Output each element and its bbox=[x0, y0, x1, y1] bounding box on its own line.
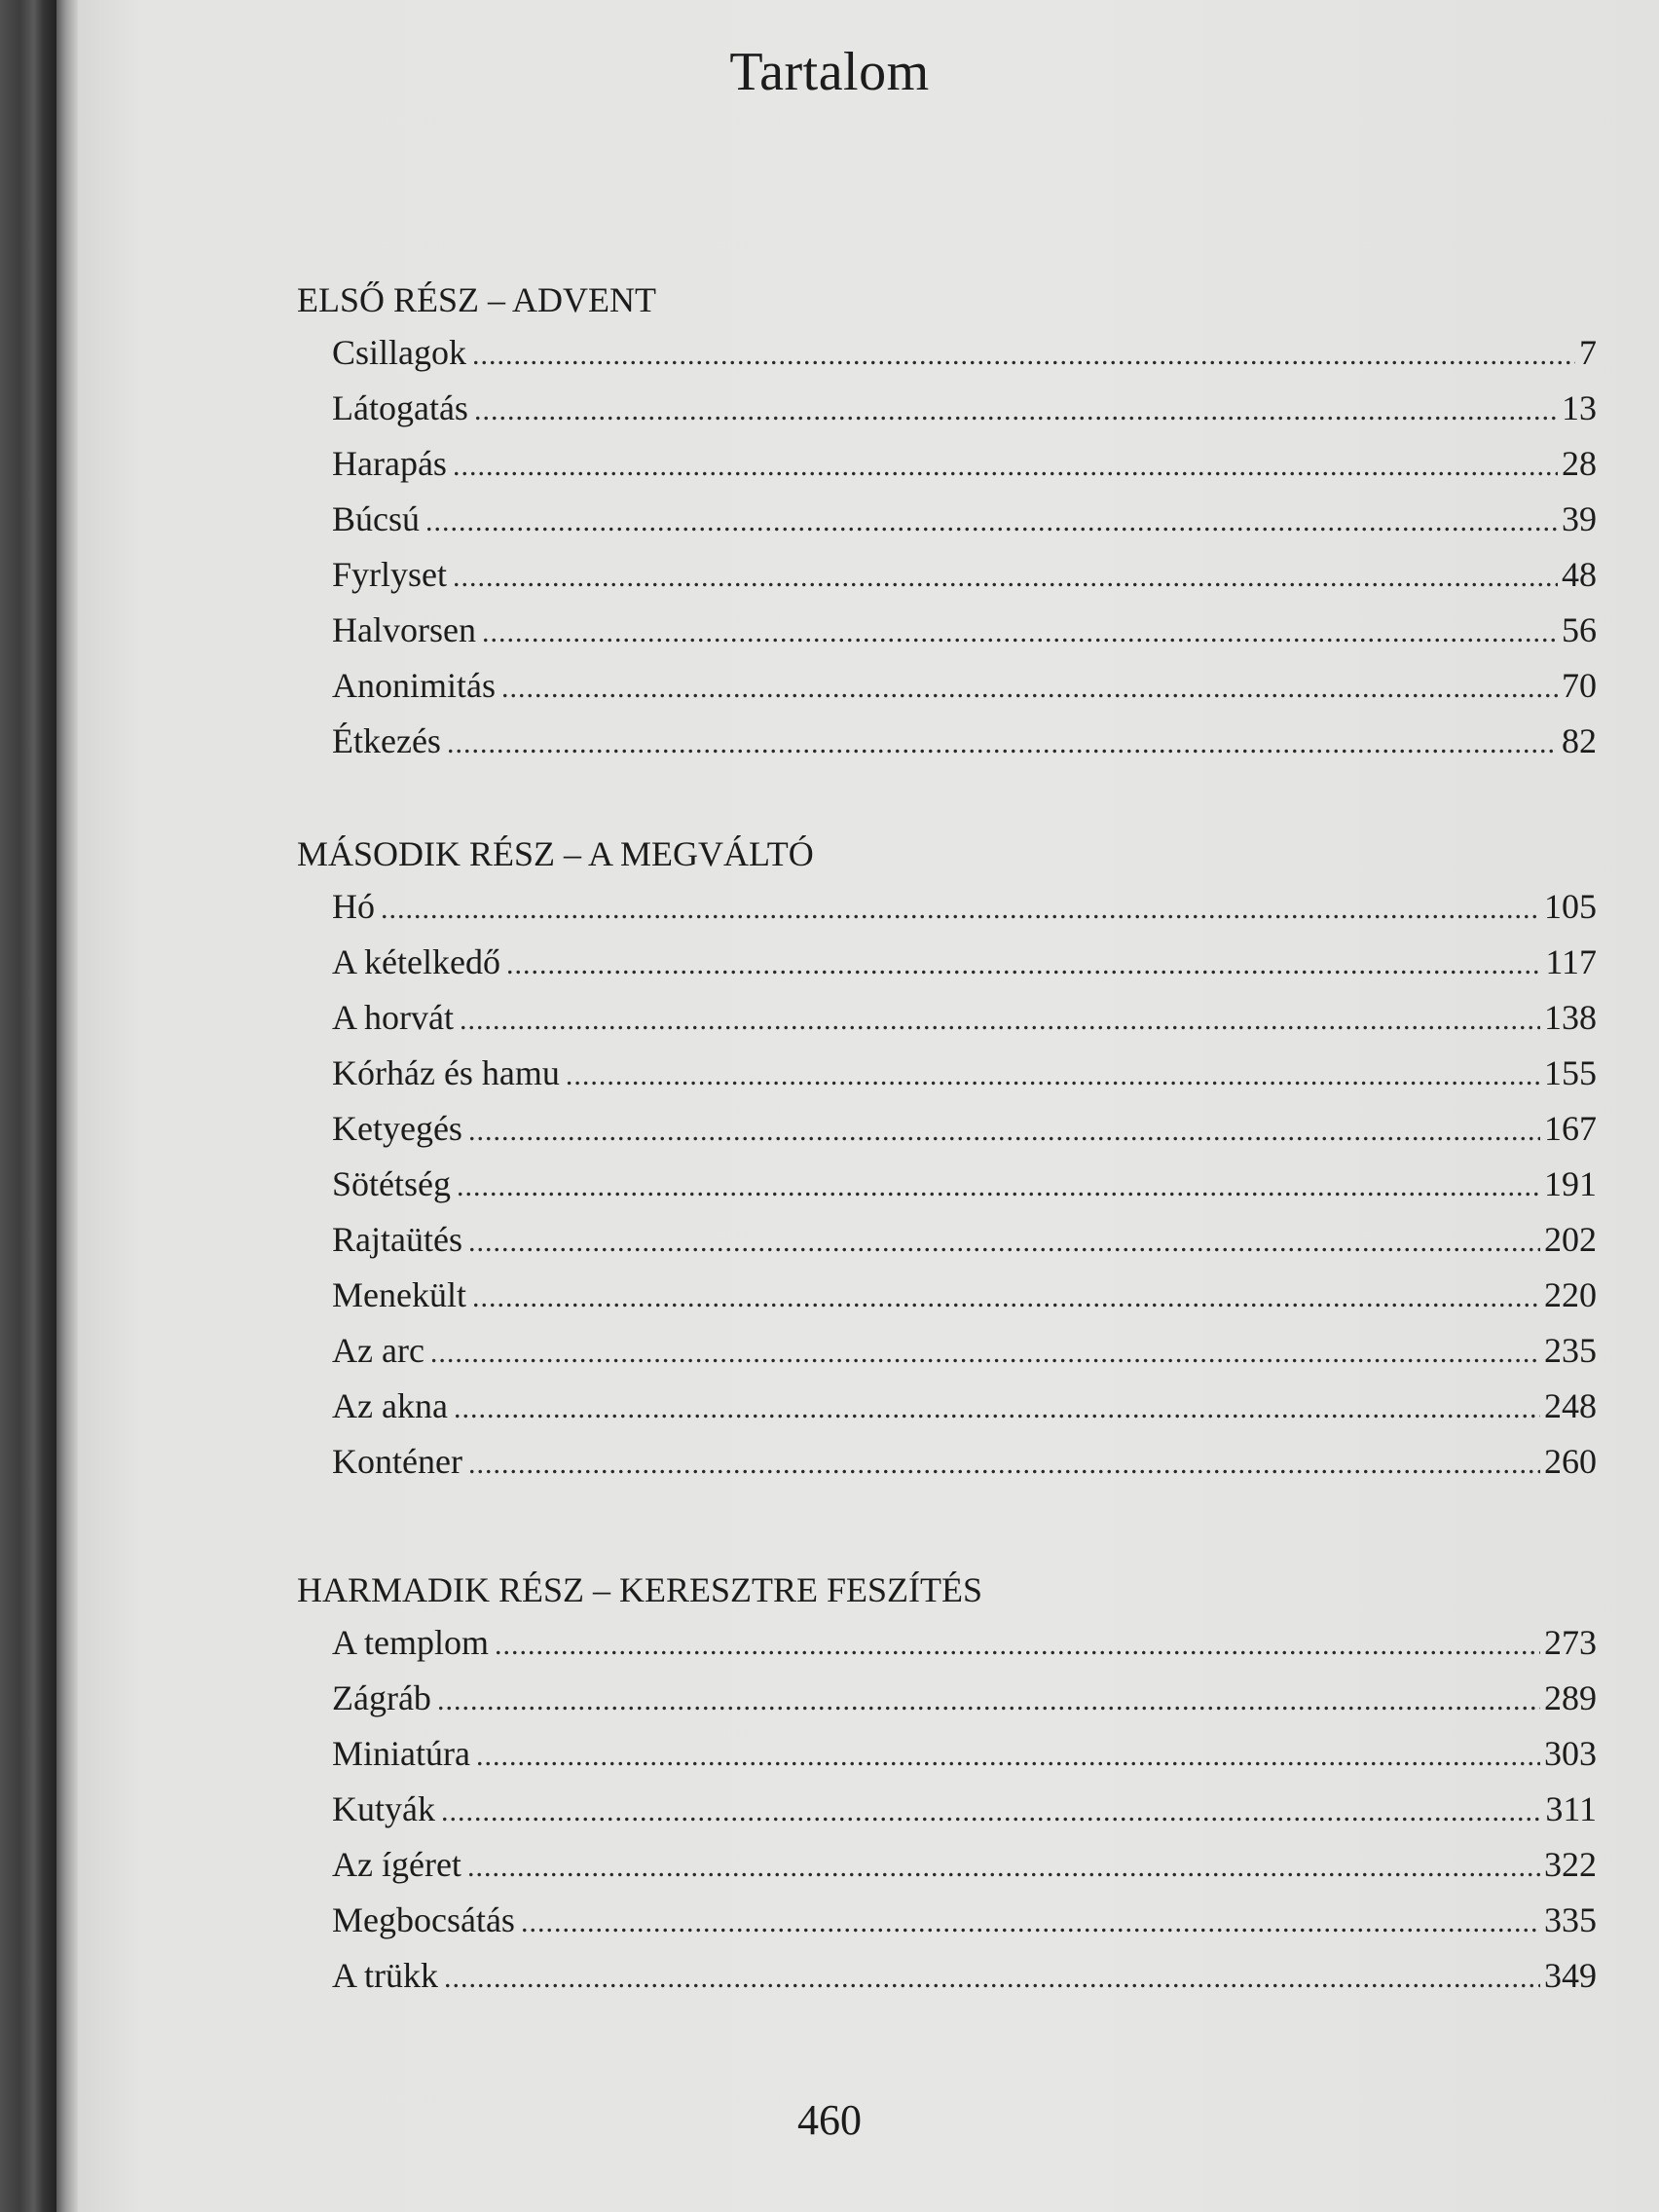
toc-entry bbox=[332, 1379, 1597, 1434]
toc-entry bbox=[332, 1837, 1597, 1893]
entry-title: Az akna bbox=[332, 1386, 448, 1425]
table-of-contents bbox=[297, 275, 1597, 2004]
toc-entry bbox=[332, 714, 1597, 769]
entry-title: Anonimitás bbox=[332, 666, 496, 705]
toc-entry bbox=[332, 879, 1597, 935]
dot-leader bbox=[457, 1159, 1540, 1214]
toc-entry bbox=[332, 547, 1597, 603]
dot-leader bbox=[476, 1728, 1540, 1784]
entry-page-number: 13 bbox=[1562, 388, 1597, 427]
section-heading: MÁSODIK RÉSZ – A MEGVÁLTÓ bbox=[297, 834, 814, 873]
toc-entry bbox=[332, 1615, 1597, 1671]
toc-entry bbox=[332, 1671, 1597, 1726]
entry-page-number: 39 bbox=[1562, 499, 1597, 538]
entry-title: A horvát bbox=[332, 998, 454, 1037]
entry-page-number: 311 bbox=[1545, 1789, 1597, 1828]
entry-page-number: 56 bbox=[1562, 610, 1597, 649]
entry-page-number: 349 bbox=[1544, 1956, 1597, 1995]
entry-page-number: 138 bbox=[1544, 998, 1597, 1037]
dot-leader bbox=[482, 605, 1558, 660]
toc-entry bbox=[332, 603, 1597, 658]
entry-page-number: 322 bbox=[1544, 1845, 1597, 1884]
entry-page-number: 70 bbox=[1562, 666, 1597, 705]
entry-page-number: 7 bbox=[1579, 333, 1597, 372]
dot-leader bbox=[468, 1436, 1540, 1492]
dot-leader bbox=[447, 716, 1558, 771]
entry-title: Menekült bbox=[332, 1275, 466, 1314]
entry-title: Az ígéret bbox=[332, 1845, 461, 1884]
dot-leader bbox=[441, 1784, 1541, 1839]
entry-page-number: 303 bbox=[1544, 1734, 1597, 1773]
entry-title: Rajtaütés bbox=[332, 1220, 462, 1259]
toc-entry bbox=[332, 1046, 1597, 1101]
dot-leader bbox=[453, 549, 1558, 605]
toc-section-keresztre-feszites bbox=[297, 1565, 1597, 2004]
entry-page-number: 117 bbox=[1545, 942, 1597, 981]
entry-title: Látogatás bbox=[332, 388, 468, 427]
toc-entry bbox=[332, 935, 1597, 990]
toc-entry bbox=[332, 990, 1597, 1046]
entry-page-number: 82 bbox=[1562, 721, 1597, 760]
toc-section-advent bbox=[297, 275, 1597, 769]
dot-leader bbox=[437, 1673, 1540, 1728]
dot-leader bbox=[472, 327, 1575, 383]
entry-page-number: 167 bbox=[1544, 1109, 1597, 1148]
dot-leader bbox=[460, 992, 1540, 1048]
dot-leader bbox=[381, 881, 1540, 937]
entry-title: Harapás bbox=[332, 444, 447, 483]
entry-page-number: 248 bbox=[1544, 1386, 1597, 1425]
toc-entry bbox=[332, 1101, 1597, 1157]
dot-leader bbox=[467, 1839, 1540, 1895]
entry-page-number: 48 bbox=[1562, 555, 1597, 594]
entry-title: Halvorsen bbox=[332, 610, 476, 649]
entry-page-number: 155 bbox=[1544, 1053, 1597, 1092]
entry-title: A templom bbox=[332, 1623, 489, 1662]
toc-entry bbox=[332, 1268, 1597, 1323]
dot-leader bbox=[468, 1214, 1540, 1270]
entry-title: A kételkedő bbox=[332, 942, 500, 981]
dot-leader bbox=[501, 660, 1558, 716]
entry-page-number: 273 bbox=[1544, 1623, 1597, 1662]
entry-title: Étkezés bbox=[332, 721, 441, 760]
entry-title: Kutyák bbox=[332, 1789, 435, 1828]
section-heading: ELSŐ RÉSZ – ADVENT bbox=[297, 280, 656, 319]
dot-leader bbox=[430, 1325, 1540, 1381]
toc-entry bbox=[332, 1212, 1597, 1268]
entry-page-number: 260 bbox=[1544, 1442, 1597, 1481]
entry-title: Zágráb bbox=[332, 1678, 431, 1717]
page-title: Tartalom bbox=[729, 42, 930, 102]
entry-page-number: 202 bbox=[1544, 1220, 1597, 1259]
toc-entry bbox=[332, 492, 1597, 547]
section-spacer bbox=[297, 1490, 1597, 1565]
entry-title: Kórház és hamu bbox=[332, 1053, 560, 1092]
toc-entry bbox=[332, 1726, 1597, 1782]
toc-section-megvalto bbox=[297, 829, 1597, 1490]
dot-leader bbox=[495, 1617, 1540, 1673]
toc-entry bbox=[332, 436, 1597, 492]
entry-page-number: 289 bbox=[1544, 1678, 1597, 1717]
entry-page-number: 235 bbox=[1544, 1331, 1597, 1370]
entry-page-number: 220 bbox=[1544, 1275, 1597, 1314]
dot-leader bbox=[454, 1381, 1540, 1436]
entry-title: Csillagok bbox=[332, 333, 467, 372]
toc-entry bbox=[332, 1893, 1597, 1948]
dot-leader bbox=[425, 494, 1558, 549]
toc-entry bbox=[332, 325, 1597, 381]
entry-title: Sötétség bbox=[332, 1164, 451, 1203]
toc-entry bbox=[332, 1323, 1597, 1379]
page-gutter-edge bbox=[56, 0, 78, 2212]
entry-title: Az arc bbox=[332, 1331, 424, 1370]
dot-leader bbox=[453, 438, 1558, 494]
entry-title: Búcsú bbox=[332, 499, 420, 538]
page-number: 460 bbox=[797, 2096, 862, 2144]
section-heading: HARMADIK RÉSZ – KERESZTRE FESZÍTÉS bbox=[297, 1570, 983, 1609]
entry-title: Megbocsátás bbox=[332, 1900, 515, 1939]
toc-entry bbox=[332, 1434, 1597, 1490]
entry-page-number: 335 bbox=[1544, 1900, 1597, 1939]
dot-leader bbox=[468, 1103, 1540, 1159]
entry-title: Hó bbox=[332, 887, 375, 926]
entry-title: Konténer bbox=[332, 1442, 462, 1481]
dot-leader bbox=[506, 937, 1541, 992]
entry-title: Miniatúra bbox=[332, 1734, 470, 1773]
entry-page-number: 191 bbox=[1544, 1164, 1597, 1203]
dot-leader bbox=[474, 383, 1558, 438]
section-spacer bbox=[297, 769, 1597, 829]
toc-entry bbox=[332, 1157, 1597, 1212]
entry-page-number: 105 bbox=[1544, 887, 1597, 926]
entry-title: A trükk bbox=[332, 1956, 439, 1995]
toc-entry bbox=[332, 381, 1597, 436]
dot-leader bbox=[521, 1895, 1540, 1950]
book-spine-shadow bbox=[0, 0, 56, 2212]
dot-leader bbox=[444, 1950, 1540, 2006]
toc-entry bbox=[332, 1948, 1597, 2004]
toc-entry bbox=[332, 1782, 1597, 1837]
dot-leader bbox=[566, 1048, 1540, 1103]
dot-leader bbox=[472, 1270, 1540, 1325]
entry-title: Fyrlyset bbox=[332, 555, 448, 594]
toc-entry bbox=[332, 658, 1597, 714]
entry-page-number: 28 bbox=[1562, 444, 1597, 483]
entry-title: Ketyegés bbox=[332, 1109, 462, 1148]
